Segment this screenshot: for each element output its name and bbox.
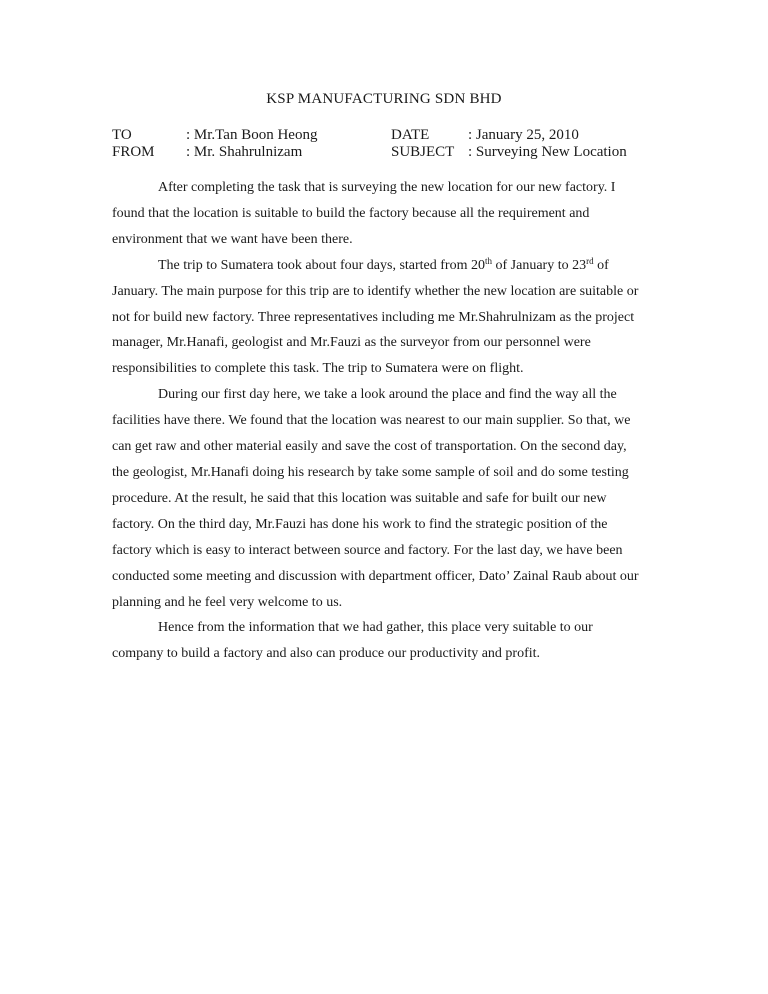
paragraph-4 (112, 615, 640, 667)
from-value: : Mr. Shahrulnizam (186, 144, 303, 160)
paragraph-2-text-c: of January. The main purpose for this trip are to identify whether the new location are suitable or not for build new factory. Three representatives including me Mr.Shahrulnizam as the project manager, Mr.Hanafi, geologist and Mr.Fauzi as the surveyor from our personnel were responsibilities to complete this task. The trip to Sumatera were on flight. (112, 257, 639, 377)
ordinal-suffix-th: th (484, 255, 492, 266)
date-label: DATE (391, 127, 430, 143)
from-label: FROM (112, 144, 155, 160)
paragraph-4-text: Hence from the information that we had gather, this place very suitable to our company to build a factory and also can produce our productivity and profit. (112, 620, 593, 662)
paragraph-1-text: After completing the task that is surveying the new location for our new factory. I found that the location is suitable to build the factory because all the requirement and environment that we want have been there. (112, 180, 616, 247)
date-value: : January 25, 2010 (468, 127, 579, 143)
subject-value: : Surveying New Location (468, 144, 627, 160)
paragraph-1 (112, 175, 640, 253)
paragraph-2 (112, 253, 640, 383)
paragraph-3 (112, 382, 640, 615)
subject-label: SUBJECT (391, 144, 455, 160)
paragraph-3-text: During our first day here, we take a look around the place and find the way all the facilities have there. We found that the location was nearest to our main supplier. So that, we can get raw and other material easily and save the cost of transportation. On the second day, the geologist, Mr.Hanafi doing his research by take some sample of soil and do some testing procedure. At the result, he said that this location was suitable and safe for built our new factory. On the third day, Mr.Fauzi has done his work to find the strategic position of the factory which is easy to interact between source and factory. For the last day, we have been conducted some meeting and discussion with department officer, Dato’ Zainal Raub about our planning and he feel very welcome to us. (112, 387, 639, 610)
memo-body (112, 175, 640, 667)
paragraph-2-text-a: The trip to Sumatera took about four days, started from 20 (158, 257, 485, 273)
to-value: : Mr.Tan Boon Heong (186, 127, 318, 143)
to-label: TO (112, 127, 132, 143)
ordinal-suffix-rd: rd (586, 255, 594, 266)
company-title: KSP MANUFACTURING SDN BHD (266, 91, 502, 107)
paragraph-2-text-b: of January to 23 (492, 257, 587, 273)
